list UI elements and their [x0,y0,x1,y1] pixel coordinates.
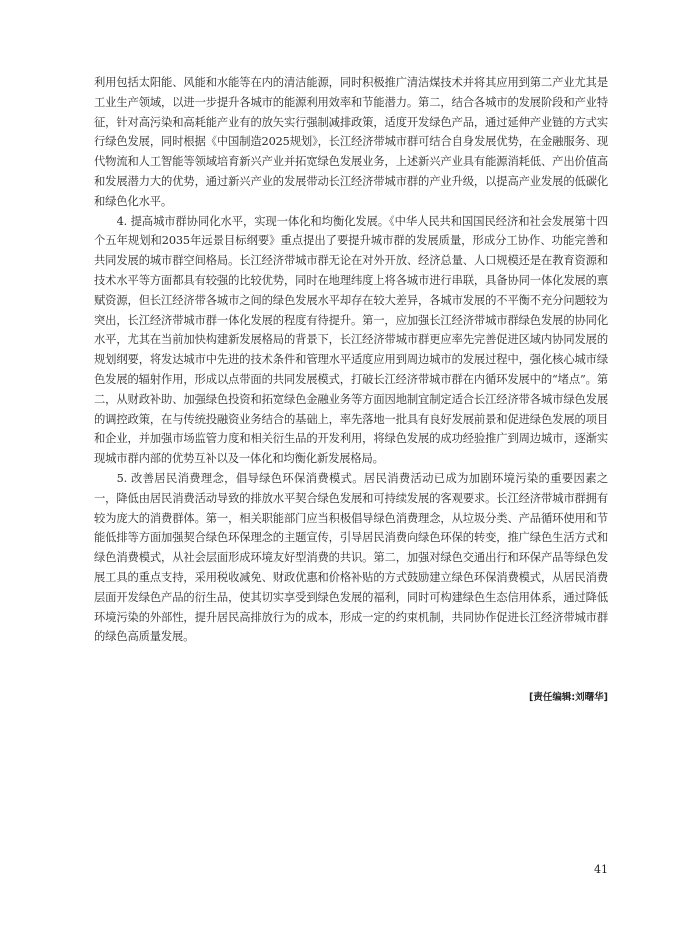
paragraph-section-5: 5. 改善居民消费理念，倡导绿色环保消费模式。居民消费活动已成为加剧环境污染的重要因素之一，降低由居民消费活动导致的排放水平契合绿色发展和可持续发展的客观要求。长江经济带城市群拥有较为庞大的消费群体。第一，相关职能部门应当积极倡导绿色消费理念，从垃圾分类、产品循环使用和节能低排等方面加强契合绿色环保理念的主题宣传，引导居民消费向绿色环保的转变，推广绿色生活方式和绿色消费模式，从社会层面形成环境友好型消费的共识。第二，加强对绿色交通出行和环保产品等绿色发展工具的重点支持，采用税收减免、财政优惠和价格补贴的方式鼓励建立绿色环保消费模式，从居民消费层面开发绿色产品的衍生品，使其切实享受到绿色发展的福利，同时可构建绿色生态信用体系，通过降低环境污染的外部性，提升居民高排放行为的成本，形成一定的约束机制，共同协作促进长江经济带城市群的绿色高质量发展。 [94,471,608,644]
page-number: 41 [594,863,608,876]
article-body [94,73,608,647]
paragraph-section-4: 4. 提高城市群协同化水平，实现一体化和均衡化发展。《中华人民共和国国民经济和社会发展第十四个五年规划和2035年远景目标纲要》重点提出了要提升城市群的发展质量，形成分工协作、功能完善和共同发展的城市群空间格局。长江经济带城市群无论在对外开放、经济总量、人口规模还是在教育资源和技术水平等方面都具有较强的比较优势，同时在地理纬度上将各城市进行串联，具备协同一体化发展的禀赋资源，但长江经济带各城市之间的绿色发展水平却存在较大差异，各城市发展的不平衡不充分问题较为突出，长江经济带城市群一体化发展的程度有待提升。第一，应加强长江经济带城市群绿色发展的协同化水平，尤其在当前加快构建新发展格局的背景下，长江经济带城市群更应率先完善促进区域内协同发展的规划纲要，将发达城市中先进的技术条件和管理水平适度应用到周边城市的发展过程中，强化核心城市绿色发展的辐射作用，形成以点带面的共同发展模式，打破长江经济带城市群在内循环发展中的“堵点”。第二，从财政补助、加强绿色投资和拓宽绿色金融业务等方面因地制宜制定适合长江经济带各城市绿色发展的调控政策，在与传统投融资业务结合的基础上，率先落地一批具有良好发展前景和促进绿色发展的项目和企业，并加强市场监管力度和相关衍生品的开发利用，将绿色发展的成功经验推广到周边城市，逐渐实现城市群内部的优势互补以及一体化和均衡化新发展格局。 [94,214,608,466]
editor-credit: [责任编辑:刘曙华] [529,692,608,703]
paragraph-continuation: 利用包括太阳能、风能和水能等在内的清洁能源，同时积极推广清洁煤技术并将其应用到第二产业尤其是工业生产领域，以进一步提升各城市的能源利用效率和节能潜力。第二，结合各城市的发展阶段和产业特征，针对高污染和高耗能产业有的放矢实行强制减排政策，适度开发绿色产品，通过延伸产业链的方式实行绿色发展，同时根据《中国制造2025规划》，长江经济带城市群可结合自身发展优势，在金融服务、现代物流和人工智能等领域培育新兴产业并拓宽绿色发展业务，上述新兴产业具有能源消耗低、产出价值高和发展潜力大的优势，通过新兴产业的发展带动长江经济带城市群的产业升级，以提高产业发展的低碳化和绿色化水平。 [94,76,608,208]
